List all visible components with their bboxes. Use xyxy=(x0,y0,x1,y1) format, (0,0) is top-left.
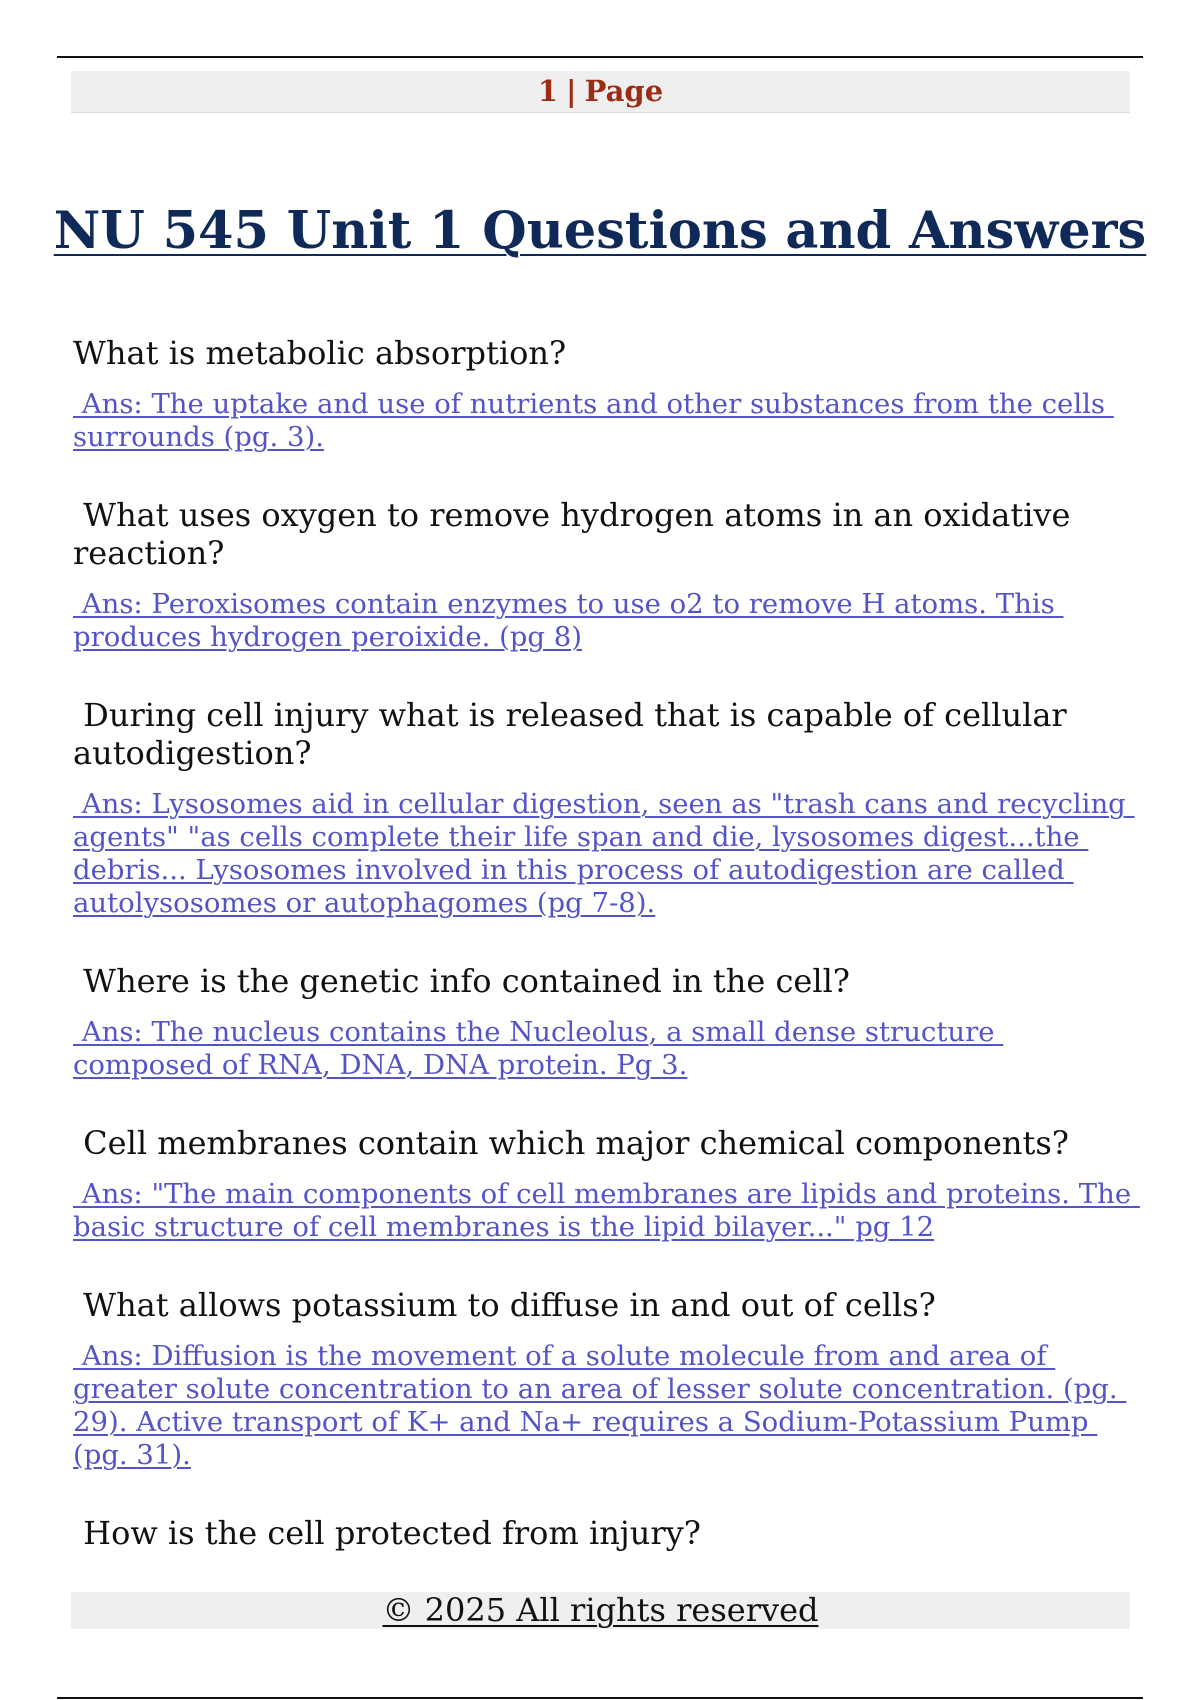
qa-item xyxy=(73,1514,1133,1552)
qa-item xyxy=(73,1124,1140,1244)
question-text: Cell membranes contain which major chemical components? xyxy=(73,1124,1069,1162)
question-text: During cell injury what is released that is capable of cellular autodigestion? xyxy=(73,696,1077,772)
qa-item xyxy=(73,496,1133,654)
page-header xyxy=(71,71,1130,113)
page-footer xyxy=(71,1592,1130,1629)
top-rule xyxy=(57,56,1143,58)
document-title: NU 545 Unit 1 Questions and Answers xyxy=(53,201,1147,261)
question-text: Where is the genetic info contained in the cell? xyxy=(73,962,850,1000)
question-text: What uses oxygen to remove hydrogen atoms in an oxidative reaction? xyxy=(73,496,1081,572)
qa-item xyxy=(73,1286,1133,1472)
qa-item xyxy=(73,962,1133,1082)
question-text: What allows potassium to diffuse in and out of cells? xyxy=(73,1286,936,1324)
page-number: 1 xyxy=(537,74,559,108)
answer-link[interactable]: Ans: The nucleus contains the Nucleolus, a small dense structure composed of RNA, DNA, DNA protein. Pg 3. xyxy=(73,1016,1004,1081)
qa-item xyxy=(73,334,1133,454)
answer-link[interactable]: Ans: "The main components of cell membranes are lipids and proteins. The basic structure of cell membranes is the lipid bilayer..." pg 12 xyxy=(73,1178,1140,1243)
answer-link[interactable]: Ans: The uptake and use of nutrients and other substances from the cells surrounds (pg. 3). xyxy=(73,388,1114,453)
answer-link[interactable]: Ans: Lysosomes aid in cellular digestion, seen as "trash cans and recycling agents" "as cells complete their life span and die, lysosomes digest...the debris... Lysosomes involved in this process of autodigestion are called autolysosomes or autophagomes (pg 7-8). xyxy=(73,788,1135,919)
answer-link[interactable]: Ans: Peroxisomes contain enzymes to use o2 to remove H atoms. This produces hydrogen peroixide. (pg 8) xyxy=(73,588,1064,653)
answer-link[interactable]: Ans: Diffusion is the movement of a solute molecule from and area of greater solute concentration to an area of lesser solute concentration. (pg. 29). Active transport of K+ and Na+ requires a Sodium-Potassium Pump (pg. 31). xyxy=(73,1340,1127,1471)
qa-item xyxy=(73,696,1133,920)
bottom-rule xyxy=(57,1697,1143,1699)
page-separator: | xyxy=(566,74,577,108)
qa-list xyxy=(73,334,1140,1552)
question-text: How is the cell protected from injury? xyxy=(73,1514,701,1552)
page-label: Page xyxy=(584,74,664,108)
question-text: What is metabolic absorption? xyxy=(73,334,567,372)
copyright-text: © 2025 All rights reserved xyxy=(382,1591,819,1629)
